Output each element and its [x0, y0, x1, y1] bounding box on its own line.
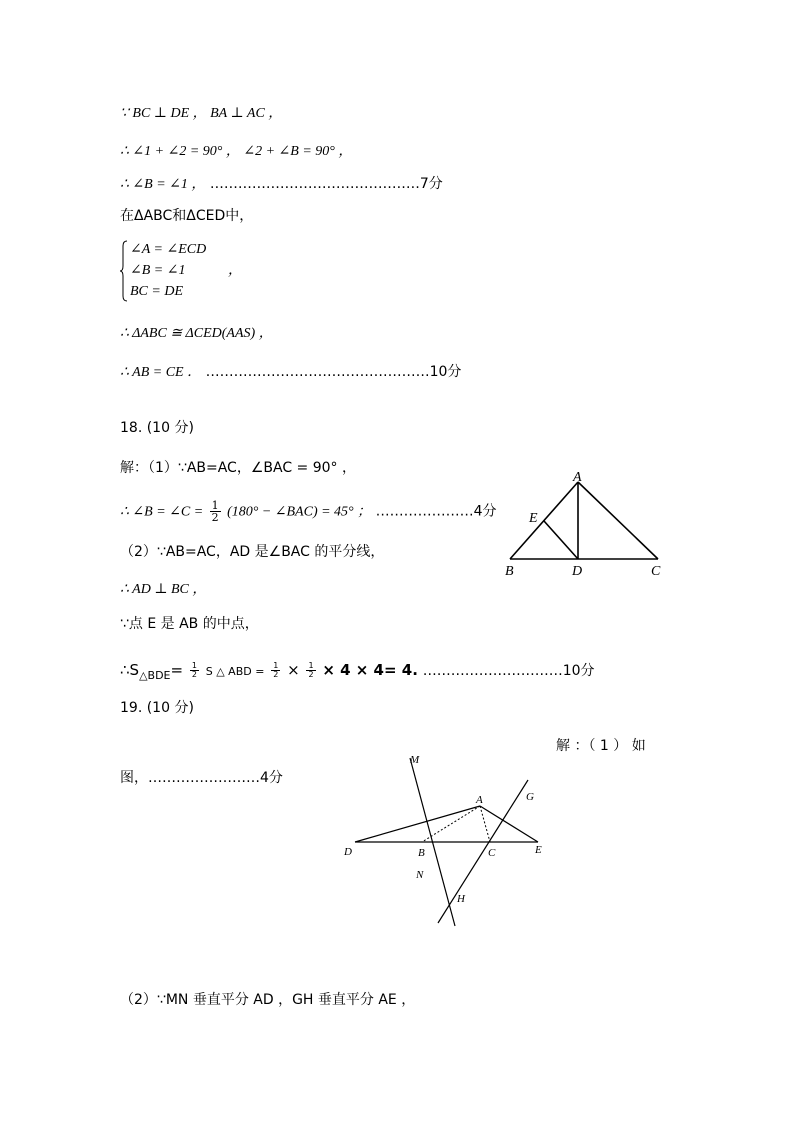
q18-line-2	[120, 500, 497, 523]
small-fraction-2-den: 2	[273, 670, 279, 679]
q18-line-6-eq: =	[170, 661, 184, 679]
question-19-heading: 19. (10 分)	[120, 700, 194, 716]
label-e2: E	[535, 844, 542, 856]
label-h: H	[457, 893, 465, 905]
q19-line-1: 解 ：（ 1 ） 如	[556, 738, 646, 754]
label-m: M	[410, 754, 420, 766]
label-b: B	[505, 564, 514, 579]
fraction-half	[210, 500, 221, 523]
condition-2: ∠B = ∠1	[130, 263, 186, 278]
condition-3: BC = DE	[130, 284, 183, 299]
proof-line-5: ∴ ΔABC ≅ ΔCED(AAS) ，	[120, 326, 273, 341]
q18-line-6: $\therefore S_{\triangle BDE}=$ $\frac{1}{2}$ S △ ABD = $\frac{1}{2}$ × $\frac{1}{2}$ × 4 × 4= 4. …………………………10分	[120, 661, 595, 682]
line-gh	[438, 780, 528, 923]
label-d2: D	[344, 846, 352, 858]
small-fraction	[190, 662, 199, 679]
small-fraction-2	[271, 662, 280, 679]
proof-line-3-text: ∴ ∠B = ∠1 ，	[120, 177, 206, 192]
proof-line-4: 在ΔABC和ΔCED中，	[120, 208, 254, 224]
proof-line-6	[120, 362, 461, 383]
q18-line-6-pre: ∴S	[120, 661, 140, 679]
segment-ed	[544, 521, 578, 559]
label-d: D	[572, 564, 583, 579]
q18-line-2-pre: ∴ ∠B = ∠C =	[120, 504, 204, 520]
q18-line-4: ∴ AD ⊥ BC ，	[120, 582, 207, 597]
score-4b: ……………………4分	[148, 770, 283, 786]
condition-tail: ，	[228, 263, 242, 278]
score-4: …………………4分	[375, 503, 497, 520]
label-b2: B	[418, 847, 425, 859]
label-e: E	[529, 511, 538, 526]
figure-perpendicular-bisectors	[340, 748, 560, 933]
question-18-heading: 18. (10 分)	[120, 420, 194, 436]
segment-ae	[480, 806, 538, 842]
small-fraction-3-num: 1	[308, 661, 314, 670]
condition-1: ∠A = ∠ECD	[130, 242, 207, 257]
fraction-num: 1	[211, 499, 219, 512]
small-fraction-3	[306, 662, 315, 679]
q18-line-6-end: × 4 × 4= 4.	[322, 661, 418, 679]
score-7: ………………………………………7分	[209, 176, 443, 192]
label-a: A	[573, 470, 582, 485]
q18-line-3: （2）∵AB=AC，AD 是∠BAC 的平分线，	[120, 544, 385, 560]
small-fraction-num: 1	[191, 661, 197, 670]
small-fraction-3-den: 2	[308, 670, 314, 679]
proof-line-3	[120, 174, 443, 195]
label-c: C	[651, 564, 661, 579]
label-g: G	[526, 791, 534, 803]
score-10b: …………………………10分	[422, 663, 595, 679]
proof-line-6-text: ∴ AB = CE ．	[120, 365, 202, 380]
small-fraction-den: 2	[191, 670, 197, 679]
proof-line-1: ∵ BC ⊥ DE ， BA ⊥ AC ，	[120, 106, 283, 121]
segment-da	[355, 806, 480, 842]
q19-line-2	[120, 768, 283, 788]
segment-ac	[578, 482, 658, 559]
figure-triangle-abc	[500, 466, 680, 584]
q18-line-1: 解：（1）∵AB=AC，∠BAC = 90° ，	[120, 460, 356, 476]
q18-line-5: ∵点 E 是 AB 的中点，	[120, 616, 259, 632]
q18-line-6-sub: △BDE	[139, 669, 171, 682]
q18-line-6-mid: S △ ABD =	[205, 665, 265, 678]
score-10: …………………………………………10分	[205, 364, 462, 380]
label-c2: C	[488, 847, 496, 859]
small-fraction-2-num: 1	[273, 661, 279, 670]
congruence-conditions	[120, 240, 260, 304]
proof-line-2: ∴ ∠1 + ∠2 = 90° ， ∠2 + ∠B = 90° ，	[120, 144, 353, 159]
q19-line-2-text: 图，	[120, 770, 148, 786]
label-n: N	[416, 869, 424, 881]
q19-line-3: （2）∵MN 垂直平分 AD ，GH 垂直平分 AE ，	[120, 992, 416, 1008]
label-a2: A	[476, 794, 483, 806]
left-brace-icon	[120, 240, 128, 302]
fraction-den: 2	[211, 511, 219, 524]
q18-line-2-post: (180° − ∠BAC) = 45° ；	[227, 504, 372, 520]
